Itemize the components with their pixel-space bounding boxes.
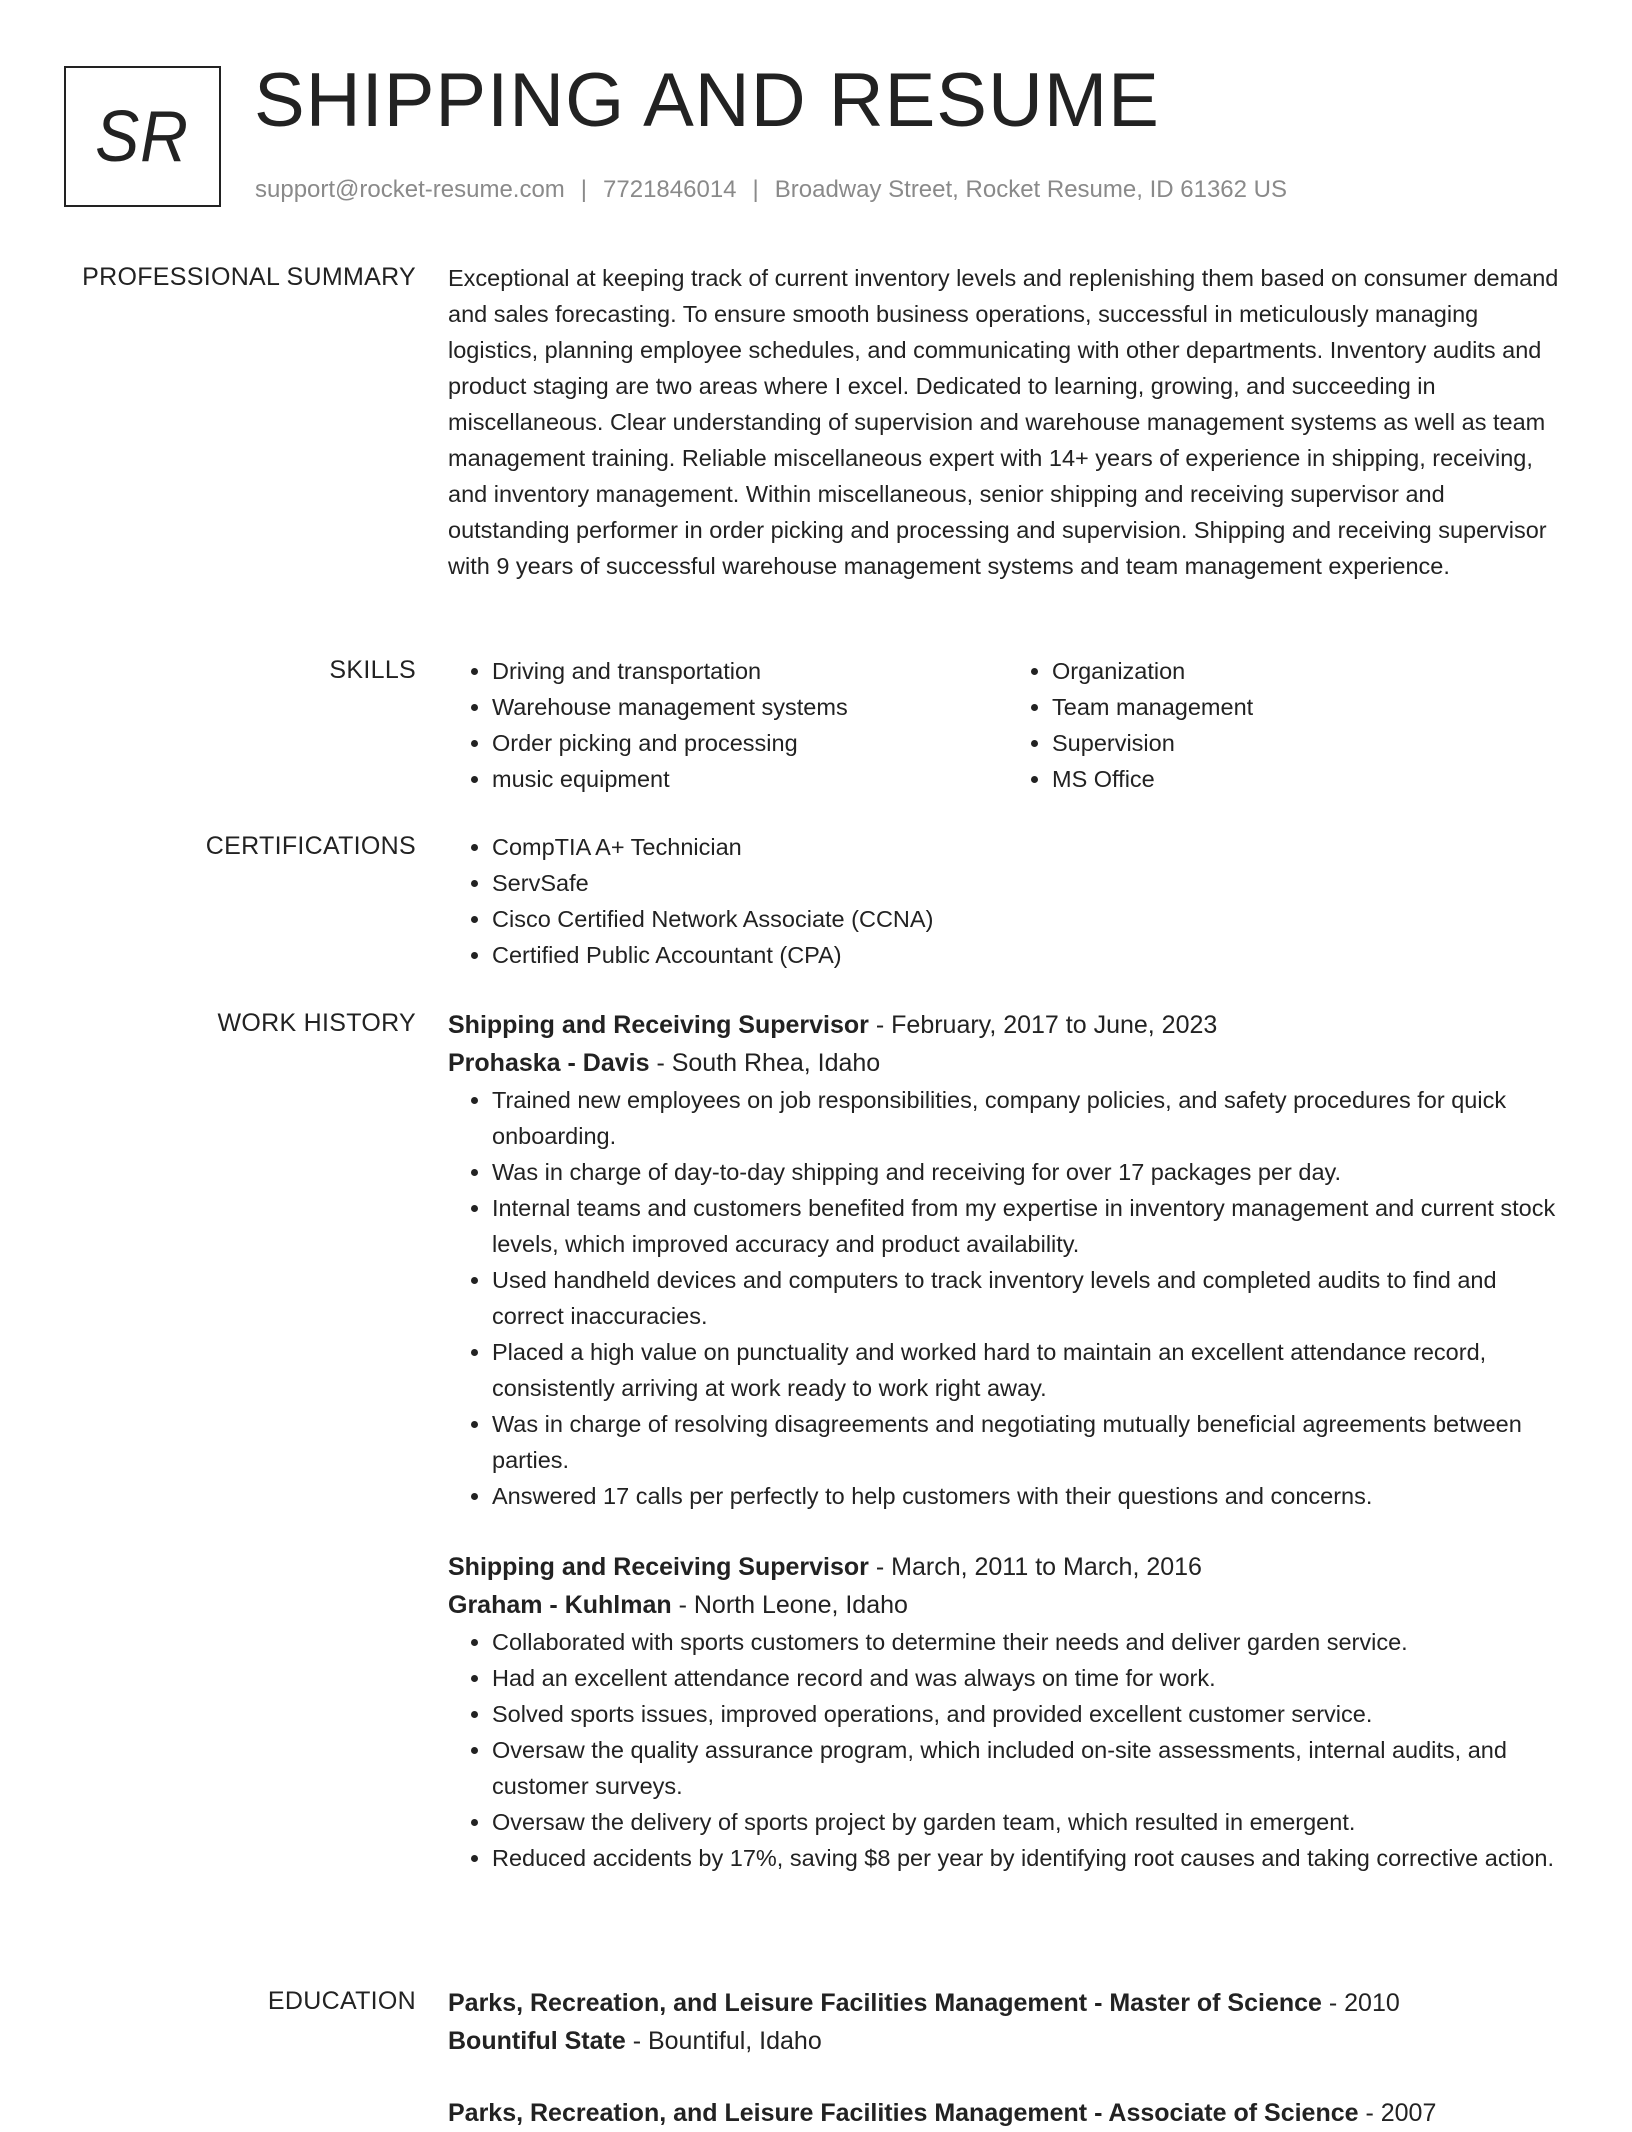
section-label-certifications: CERTIFICATIONS <box>205 832 416 860</box>
job-company-line <box>448 1044 1568 1082</box>
education-entry <box>448 2094 1568 2132</box>
list-item: • Driving and transportation <box>492 653 1008 689</box>
list-item: • MS Office <box>1052 761 1568 797</box>
job-company: Prohaska - Davis <box>448 1049 650 1077</box>
section-label-summary: PROFESSIONAL SUMMARY <box>82 263 416 291</box>
education-degree: Parks, Recreation, and Leisure Facilities Management - Associate of Science <box>448 2099 1359 2127</box>
contact-address: Broadway Street, Rocket Resume, ID 61362 US <box>774 176 1287 203</box>
education-degree-line <box>448 2094 1568 2132</box>
section-label-work-history: WORK HISTORY <box>217 1009 416 1037</box>
skills-list-left <box>448 653 1008 797</box>
list-item: • Supervision <box>1052 725 1568 761</box>
job-title-line <box>448 1548 1568 1586</box>
list-item: • Certified Public Accountant (CPA) <box>492 937 1568 973</box>
job-location: - South Rhea, Idaho <box>649 1049 881 1077</box>
job-company: Graham - Kuhlman <box>448 1591 672 1619</box>
contact-line <box>255 175 1287 205</box>
summary-body <box>448 260 1568 584</box>
list-item: • music equipment <box>492 761 1008 797</box>
list-item: • Team management <box>1052 689 1568 725</box>
list-item: • Cisco Certified Network Associate (CCNA) <box>492 901 1568 937</box>
education-degree-line <box>448 1984 1568 2022</box>
monogram-box <box>64 66 221 207</box>
education-year: - 2010 <box>1321 1989 1400 2017</box>
list-item: • Warehouse management systems <box>492 689 1008 725</box>
list-item: • Oversaw the delivery of sports project by garden team, which resulted in emergent. <box>492 1804 1568 1840</box>
job-company-line <box>448 1586 1568 1624</box>
job-title-line <box>448 1006 1568 1044</box>
education-body <box>448 1984 1568 2132</box>
contact-phone: 7721846014 <box>603 176 737 203</box>
education-location: - Bountiful, Idaho <box>625 2027 822 2055</box>
certifications-list <box>448 829 1568 973</box>
education-year: - 2007 <box>1358 2099 1437 2127</box>
list-item: • Was in charge of resolving disagreements and negotiating mutually beneficial agreements between parties. <box>492 1406 1568 1478</box>
job-location: - North Leone, Idaho <box>671 1591 908 1619</box>
job-title: Shipping and Receiving Supervisor <box>448 1011 869 1039</box>
list-item: • Internal teams and customers benefited from my expertise in inventory management and current stock levels, which improved accuracy and product availability. <box>492 1190 1568 1262</box>
resume-title: SHIPPING AND RESUME <box>254 58 1160 143</box>
job-title: Shipping and Receiving Supervisor <box>448 1553 869 1581</box>
list-item: • Order picking and processing <box>492 725 1008 761</box>
list-item: • CompTIA A+ Technician <box>492 829 1568 865</box>
list-item: • Used handheld devices and computers to track inventory levels and completed audits to find and correct inaccuracies. <box>492 1262 1568 1334</box>
education-school-line <box>448 2022 1568 2060</box>
list-item: • Reduced accidents by 17%, saving $8 per year by identifying root causes and taking corrective action. <box>492 1840 1568 1876</box>
list-item: • Organization <box>1052 653 1568 689</box>
section-label-education: EDUCATION <box>267 1987 416 2015</box>
contact-separator: | <box>752 176 759 203</box>
job-bullets <box>448 1082 1568 1514</box>
work-history-body <box>448 1006 1568 1876</box>
job-entry <box>448 1006 1568 1514</box>
list-item: • Answered 17 calls per perfectly to help customers with their questions and concerns. <box>492 1478 1568 1514</box>
job-bullets <box>448 1624 1568 1876</box>
list-item: • Collaborated with sports customers to determine their needs and deliver garden service. <box>492 1624 1568 1660</box>
list-item: • Oversaw the quality assurance program, which included on-site assessments, internal audits, and customer surveys. <box>492 1732 1568 1804</box>
section-label-skills: SKILLS <box>329 656 416 684</box>
list-item: • Placed a high value on punctuality and worked hard to maintain an excellent attendance record, consistently arriving at work ready to work right away. <box>492 1334 1568 1406</box>
list-item: • Trained new employees on job responsibilities, company policies, and safety procedures for quick onboarding. <box>492 1082 1568 1154</box>
education-school: Bountiful State <box>448 2027 626 2055</box>
education-degree: Parks, Recreation, and Leisure Facilities Management - Master of Science <box>448 1989 1322 2017</box>
contact-separator: | <box>580 176 588 203</box>
monogram-initials: SR <box>95 96 190 177</box>
list-item: • ServSafe <box>492 865 1568 901</box>
summary-text: Exceptional at keeping track of current inventory levels and replenishing them based on consumer demand and sales forecasting. To ensure smooth business operations, successful in meticulously managing logistics, planning employee schedules, and communicating with other departments. Inventory audits and product staging are two areas where I excel. Dedicated to learning, growing, and succeeding in miscellaneous. Clear understanding of supervision and warehouse management systems as well as team management training. Reliable miscellaneous expert with 14+ years of experience in shipping, receiving, and inventory management. Within miscellaneous, senior shipping and receiving supervisor and outstanding performer in order picking and processing and supervision. Shipping and receiving supervisor with 9 years of successful warehouse management systems and team management experience. <box>448 265 1559 579</box>
list-item: • Had an excellent attendance record and was always on time for work. <box>492 1660 1568 1696</box>
job-dates: - February, 2017 to June, 2023 <box>868 1011 1218 1039</box>
certifications-body <box>448 829 1568 973</box>
contact-email: support@rocket-resume.com <box>255 176 565 203</box>
education-entry <box>448 1984 1568 2060</box>
list-item: • Was in charge of day-to-day shipping and receiving for over 17 packages per day. <box>492 1154 1568 1190</box>
job-dates: - March, 2011 to March, 2016 <box>868 1553 1202 1581</box>
skills-list-right <box>1008 653 1568 797</box>
list-item: • Solved sports issues, improved operations, and provided excellent customer service. <box>492 1696 1568 1732</box>
skills-body <box>448 653 1568 797</box>
job-entry <box>448 1548 1568 1876</box>
